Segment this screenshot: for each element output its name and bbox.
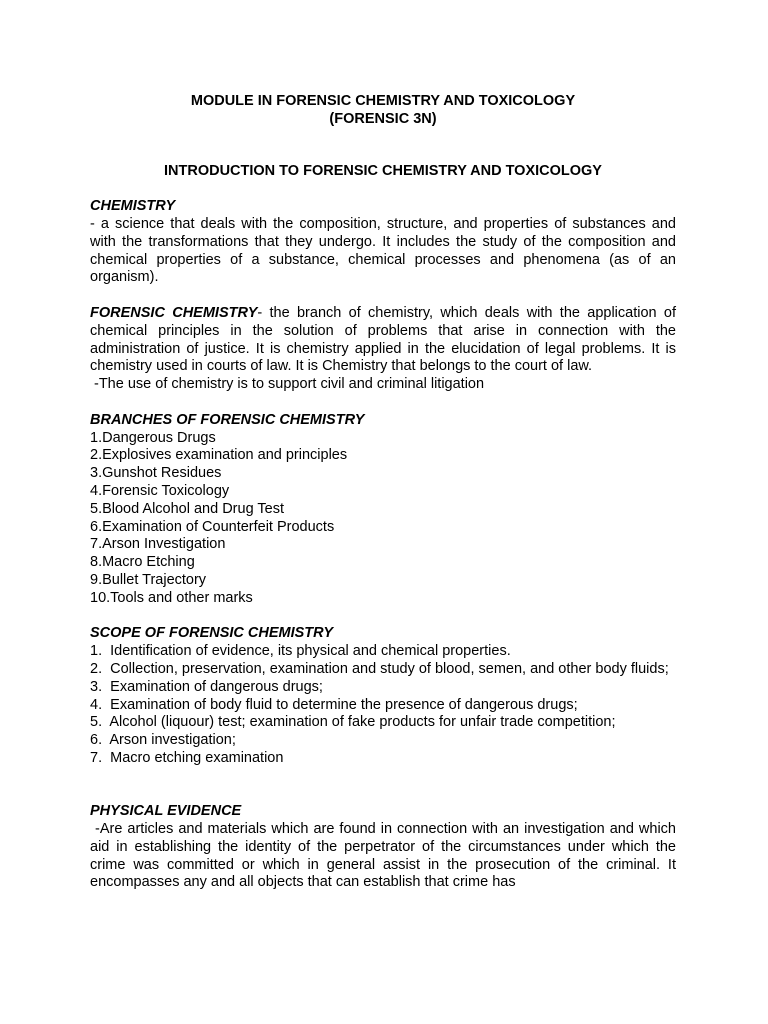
list-item: 5. Alcohol (liquour) test; examination of fake products for unfair trade competition; xyxy=(90,714,616,731)
list-item: 4. Examination of body fluid to determine the presence of dangerous drugs; xyxy=(90,696,578,713)
list-item: 6. Arson investigation; xyxy=(90,732,236,749)
physical-evidence-heading: PHYSICAL EVIDENCE xyxy=(90,803,242,820)
list-item: 3. Examination of dangerous drugs; xyxy=(90,678,323,695)
chemistry-heading: CHEMISTRY xyxy=(90,198,176,215)
list-item: 1.Dangerous Drugs xyxy=(90,429,216,446)
branches-heading: BRANCHES OF FORENSIC CHEMISTRY xyxy=(90,411,365,428)
physical-evidence-definition: -Are articles and materials which are found in connection with an investigation and which aid in establishing the identity of the perpetrator of the circumstances under which the crime was committed or which in general assist in the prosecution of the criminal. It encompasses any and all objects that can establish that crime has xyxy=(90,821,681,891)
list-item: 6.Examination of Counterfeit Products xyxy=(90,518,335,535)
document-body xyxy=(90,93,681,892)
list-item: 1. Identification of evidence, its physical and chemical properties. xyxy=(90,643,511,660)
forensic-chemistry-body: - the branch of chemistry, which deals with the application of chemical principles in the solution of problems that arise in connection with the administration of justice. It is chemistry applied in the elucidation of legal problems. It is chemistry used in courts of law. It is Chemistry that belongs to the court of law. xyxy=(90,304,676,375)
list-item: 5.Blood Alcohol and Drug Test xyxy=(90,500,285,517)
forensic-chemistry-term: FORENSIC CHEMISTRY xyxy=(90,304,258,321)
list-item: 8.Macro Etching xyxy=(90,554,195,571)
chemistry-definition: - a science that deals with the composition, structure, and properties of substances and with the transformations that they undergo. It includes the study of the composition and chemical properties of a substance, chemical processes and phenomena (as of an organism). xyxy=(90,215,676,286)
list-item: 10.Tools and other marks xyxy=(90,589,253,606)
list-item: 2. Collection, preservation, examination and study of blood, semen, and other body fluids; xyxy=(90,660,669,677)
list-item: 9.Bullet Trajectory xyxy=(90,571,207,588)
branches-list xyxy=(90,430,676,608)
list-item: 7. Macro etching examination xyxy=(90,749,284,766)
list-item: 7.Arson Investigation xyxy=(90,536,226,553)
list-item: 2.Explosives examination and principles xyxy=(90,447,348,464)
scope-heading: SCOPE OF FORENSIC CHEMISTRY xyxy=(90,625,334,642)
forensic-chemistry-note: -The use of chemistry is to support civil and criminal litigation xyxy=(94,376,485,393)
forensic-chemistry-definition xyxy=(90,305,676,376)
module-title-line1: MODULE IN FORENSIC CHEMISTRY AND TOXICOLOGY xyxy=(190,93,576,109)
list-item: 3.Gunshot Residues xyxy=(90,465,222,482)
list-item: 4.Forensic Toxicology xyxy=(90,482,230,499)
scope-list xyxy=(90,643,676,768)
module-title-line2: (FORENSIC 3N) xyxy=(329,110,437,127)
intro-heading: INTRODUCTION TO FORENSIC CHEMISTRY AND TOXICOLOGY xyxy=(164,162,602,179)
